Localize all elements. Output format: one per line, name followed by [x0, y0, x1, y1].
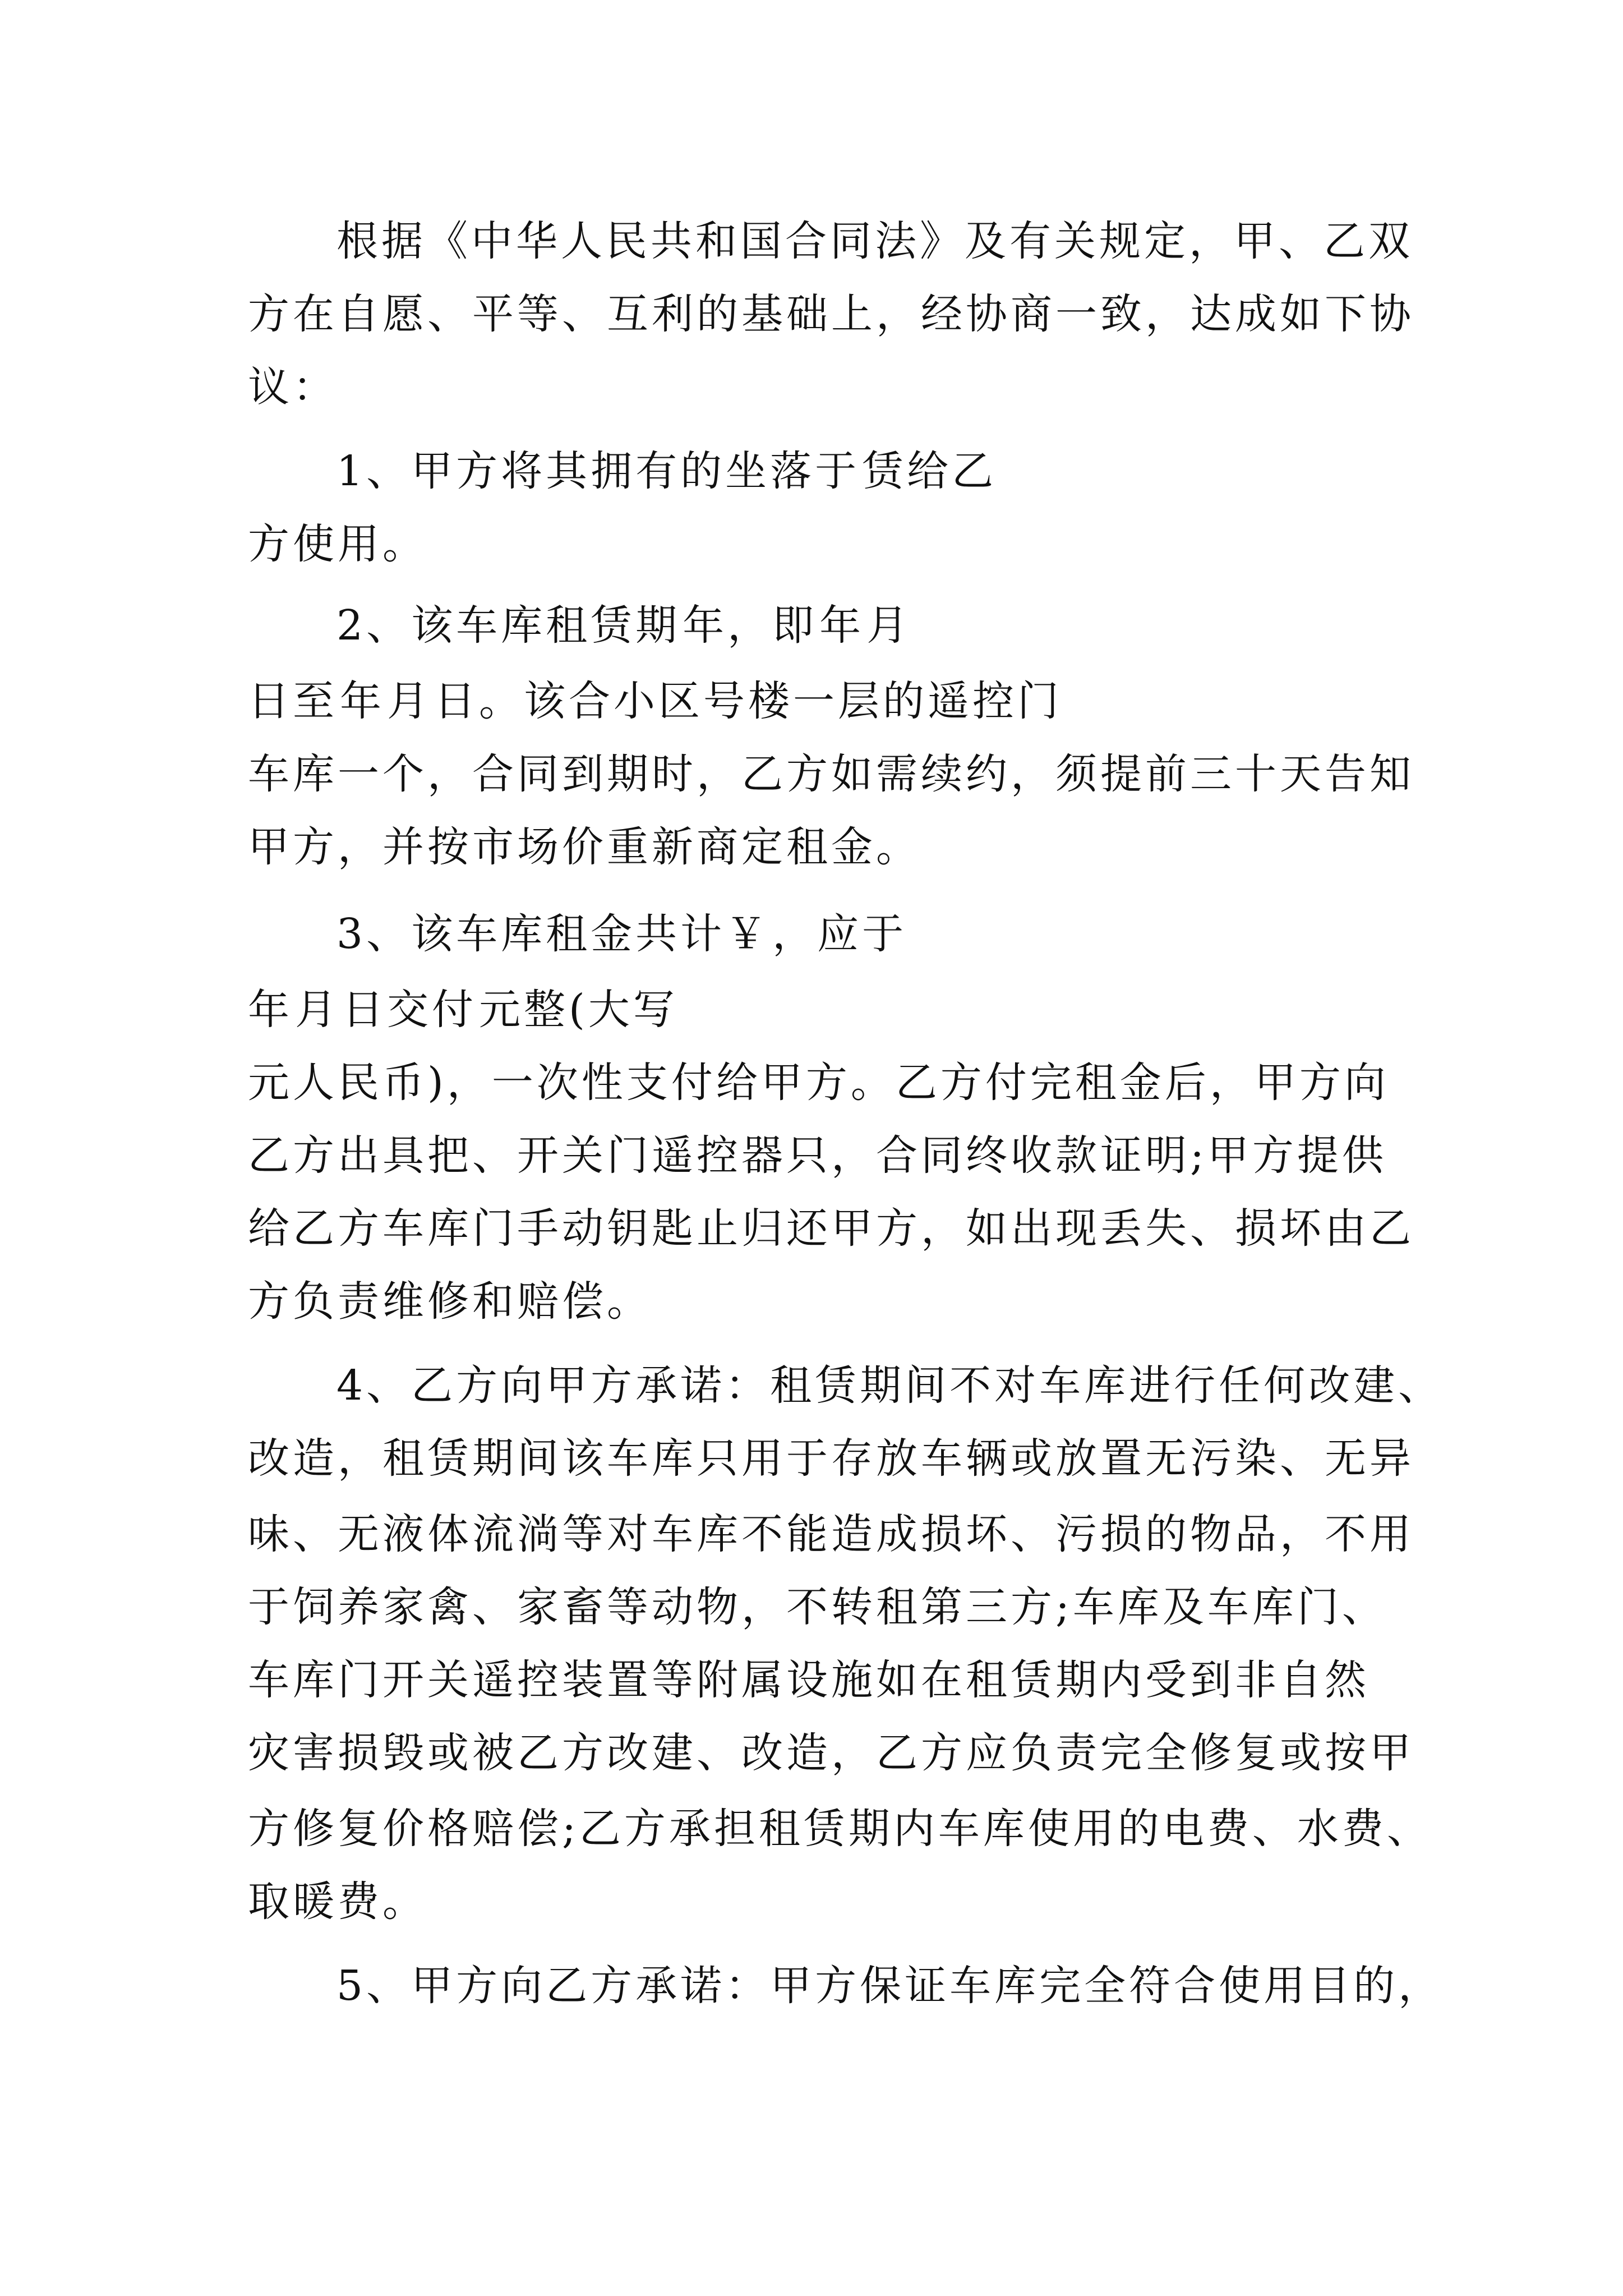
- text-segment: 日至: [248, 677, 338, 725]
- text-line: [248, 516, 427, 572]
- text-line: [336, 1358, 1443, 1414]
- text-segment: 方使用。: [248, 520, 427, 568]
- text-line: [336, 443, 997, 499]
- text-segment: 4、乙方向甲方承诺：租赁期间不对车库进行任何改建、: [336, 1361, 1444, 1410]
- text-line: [248, 359, 338, 415]
- text-segment: 味、无液体流淌等对车库不能造成损坏、污损的物品，不用: [248, 1510, 1414, 1558]
- text-segment: 日。该合小区号楼一层的遥控门: [434, 677, 1062, 725]
- text-segment: 年，即: [683, 601, 818, 650]
- text-line: [248, 1579, 1387, 1635]
- text-line: [336, 906, 909, 962]
- text-segment: 于饲养家禽、家畜等动物，不转租第三方;车库及车库门、: [248, 1583, 1387, 1631]
- text-segment: 3、该车库租金共计￥: [336, 910, 771, 958]
- text-segment: 1、甲方将其拥有的坐落于: [336, 447, 860, 495]
- text-segment: 方修复价格赔偿;乙方承担租赁期内车库使用的电费、水费、: [248, 1805, 1432, 1853]
- text-segment: 方负责维修和赔偿。: [248, 1277, 652, 1326]
- text-segment: 乙方出具把、开关门遥控器只，合同终收款证明;甲方提供: [248, 1131, 1387, 1180]
- text-line: [248, 1055, 1389, 1111]
- text-segment: 年: [340, 677, 385, 725]
- text-segment: 赁给乙: [862, 447, 997, 495]
- text-segment: 元整(大写: [479, 986, 678, 1034]
- text-line: [248, 746, 1414, 802]
- text-segment: 方在自愿、平等、互利的基础上，经协商一致，达成如下协: [248, 290, 1414, 338]
- text-line: [336, 597, 914, 654]
- text-line: [248, 1801, 1432, 1857]
- text-line: [248, 982, 680, 1038]
- text-segment: 改造，租赁期间该车库只用于存放车辆或放置无污染、无异: [248, 1434, 1414, 1483]
- text-segment: 年: [819, 601, 865, 650]
- text-line: [336, 1958, 1443, 2014]
- text-segment: 根据《中华人民共和国合同法》及有关规定，甲、乙双: [336, 217, 1413, 265]
- text-segment: 车库门开关遥控装置等附属设施如在租赁期内受到非自然: [248, 1656, 1370, 1704]
- text-segment: 月: [295, 986, 340, 1034]
- text-segment: ，应于: [772, 910, 907, 958]
- text-segment: 取暖费。: [248, 1878, 427, 1926]
- text-segment: 给乙方车库门手动钥匙止归还甲方，如出现丢失、损坏由乙: [248, 1204, 1414, 1253]
- text-segment: 车库一个，合同到期时，乙方如需续约，须提前三十天告知: [248, 750, 1414, 798]
- text-line: [248, 1273, 652, 1329]
- text-line: [248, 1430, 1414, 1487]
- text-line: [248, 1874, 427, 1930]
- text-line: [248, 819, 921, 875]
- text-segment: 灾害损毁或被乙方改建、改造，乙方应负责完全修复或按甲: [248, 1729, 1414, 1777]
- text-line: [248, 1200, 1414, 1257]
- text-segment: 月: [866, 601, 912, 650]
- text-line: [248, 1725, 1414, 1781]
- text-line: [248, 1506, 1414, 1562]
- text-segment: 5、甲方向乙方承诺：甲方保证车库完全符合使用目的，: [336, 1962, 1444, 2010]
- text-line: [248, 1652, 1370, 1708]
- text-line: [248, 1128, 1387, 1184]
- text-line: [248, 673, 1062, 729]
- text-segment: 年: [248, 986, 293, 1034]
- text-segment: 月: [387, 677, 432, 725]
- text-segment: 甲方，并按市场价重新商定租金。: [248, 823, 921, 871]
- text-segment: 日交付: [342, 986, 477, 1034]
- text-line: [336, 213, 1413, 269]
- text-segment: 元人民币)，一次性支付给甲方。乙方付完租金后，甲方向: [248, 1059, 1389, 1107]
- text-segment: 议：: [248, 363, 338, 411]
- text-segment: 2、该车库租赁期: [336, 601, 681, 650]
- text-line: [248, 286, 1414, 342]
